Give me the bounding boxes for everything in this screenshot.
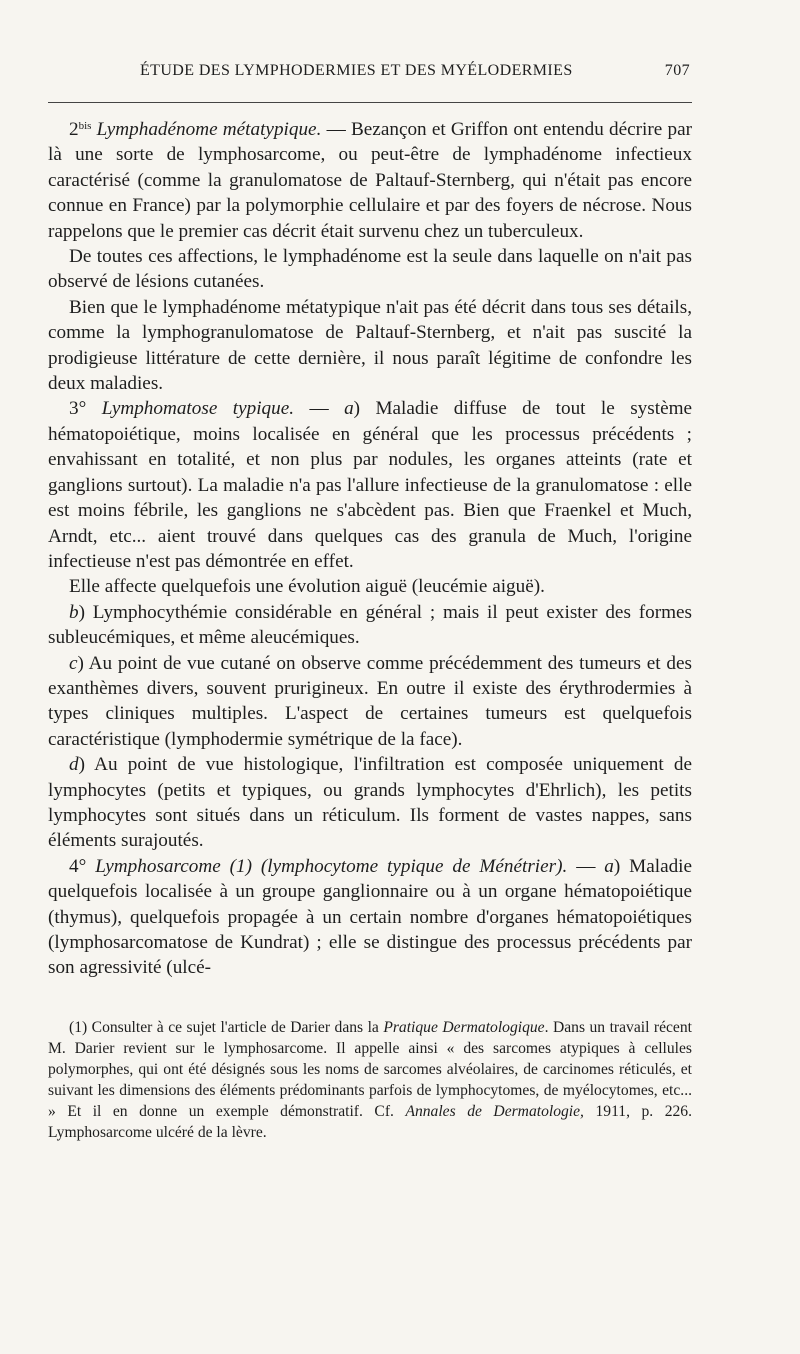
item-letter: a [604,855,614,877]
paragraph: Elle affecte quelquefois une évolution aiguë (leucémie aiguë). [69,576,545,598]
paragraph-lymphadenome [48,117,692,244]
item-letter: a [344,398,354,420]
paragraph-text: ) Lymphocythémie considérable en général ; mais il peut exister des formes subleucémiques, et même aleucémiques. [48,601,692,649]
paragraph: De toutes ces affections, le lymphadénome est la seule dans laquelle on n'ait pas observé de lésions cutanées. [48,246,692,293]
footnote-text: (1) Consulter à ce sujet l'article de Darier dans la [69,1018,384,1036]
paragraph-text: — Bezançon et Griffon ont entendu décrire par là une sorte de lymphosarcome, ou peut-être de lymphadénome infectieux caractérisé (comme la granulomatose de Paltauf-Sternberg, qui n'était pas encore connue en France) par la polymorphie cellulaire et par des foyers de nécrose. Nous rappelons que le premier cas décrit était survenu chez un tuberculeux. [48,119,692,242]
section-title: Lymphomatose typique. [101,398,295,420]
section-number: 4° [69,855,87,877]
footnote-reference: Annales de Dermatologie, [405,1102,584,1120]
footnote-1 [48,1017,692,1143]
paragraph-lymphomatose [48,396,692,574]
section-number-sup: bis [78,120,92,132]
paragraph-item-c [48,651,692,753]
running-head [48,62,692,84]
dash: — [567,855,605,877]
item-letter: d [69,754,79,776]
dash: — [294,398,345,420]
section-number: 2 [69,119,79,140]
paragraph-item-d [48,752,692,854]
item-letter: c [69,652,78,674]
book-page [48,62,692,1143]
body-text [48,117,692,981]
paragraph-text: ) Maladie quelquefois localisée à un groupe ganglionnaire ou à un organe hématopoiétique (thymus), quelquefois propagée à un certain nombre d'organes hématopoiétiques (lymphosarcomatose de Kundrat) ; elle se distingue des processus précédents par son agressivité (ulcé- [48,855,693,979]
item-letter: b [69,601,79,623]
footnote-reference: Pratique Dermatologique [383,1018,545,1036]
footnote-text: 1911, p. 226. Lymphosarcome ulcéré de la lèvre. [48,1102,692,1141]
paragraph-text: ) Au point de vue cutané on observe comme précédemment des tumeurs et des exanthèmes divers, souvent prurigineux. En outre il existe des érythrodermies à types cliniques multiples. L'aspect de certaines tumeurs est quelquefois caractéristique (lymphodermie symétrique de la face). [48,652,692,750]
paragraph-text: ) Au point de vue histologique, l'infiltration est composée uniquement de lymphocytes (petits et typiques, ou grands lymphocytes d'Ehrlich), les petits lymphocytes sont situés dans un réticulum. Ils forment de vastes nappes, sans éléments surajoutés. [48,754,692,852]
page-number: 707 [664,62,690,79]
section-number: 3° [69,398,87,420]
section-title: Lymphosarcome (1) (lymphocytome typique de Ménétrier). [95,855,568,877]
section-title: Lymphadénome métatypique. [96,119,322,140]
footnote-text: . Dans un travail récent M. Darier revient sur le lymphosarcome. Il appelle ainsi « des sarcomes atypiques à cellules polymorphes, qui ont été désignés sous les noms de sarcomes alvéolaires, de carcinomes réticulés, et suivant les dimensions des éléments prédominants parfois de lymphocytomes, de myélocytomes, etc... » Et il en donne un exemple démonstratif. Cf. [48,1018,692,1120]
paragraph-lymphosarcome [48,854,692,981]
paragraph-item-b [48,600,692,651]
footnotes [48,1017,692,1143]
running-title: ÉTUDE DES LYMPHODERMIES ET DES MYÉLODERMIES [140,62,573,79]
header-rule [48,102,692,103]
paragraph-text: ) Maladie diffuse de tout le système hématopoiétique, moins localisée en général que les processus précédents ; envahissant en totalité, et non plus par nodules, les organes atteints (rate et ganglions surtout). La maladie n'a pas l'allure infectieuse de la granulomatose : elle est moins fébrile, les ganglions ne s'abcèdent pas. Bien que Fraenkel et Much, Arndt, etc... aient trouvé dans quelques cas des granula de Much, l'origine infectieuse n'est pas démontrée en effet. [48,398,693,572]
paragraph: Bien que le lymphadénome métatypique n'ait pas été décrit dans tous ses détails, comme la lymphogranulomatose de Paltauf-Sternberg, et n'ait pas suscité la prodigieuse littérature de cette dernière, il nous paraît légitime de confondre les deux maladies. [48,296,692,395]
